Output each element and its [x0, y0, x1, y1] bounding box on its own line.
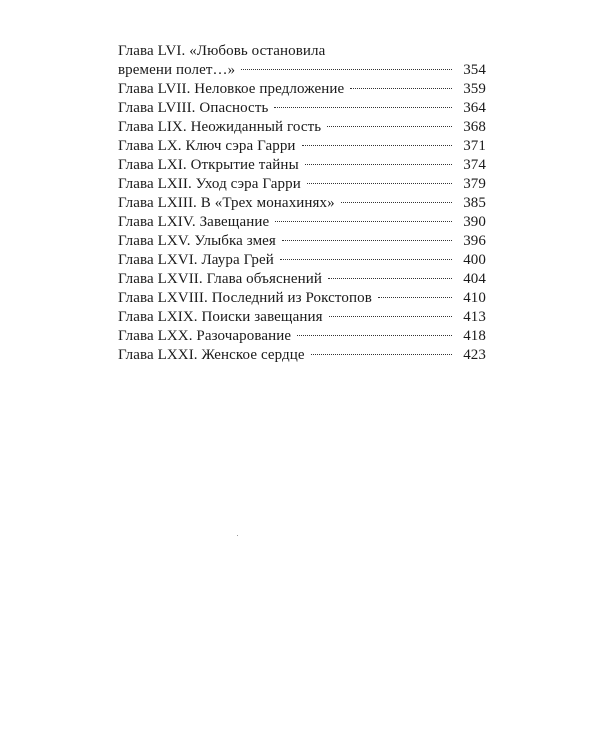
toc-entry [118, 156, 486, 175]
toc-entry [118, 289, 486, 308]
toc-entry-title: Глава LX. Ключ сэра Гарри [118, 138, 296, 154]
toc-entry [118, 99, 486, 118]
dot-leader [274, 107, 452, 108]
toc-page-number: 418 [463, 328, 486, 344]
toc-page-number: 364 [463, 100, 486, 116]
toc-entry [118, 327, 486, 346]
dot-leader [241, 69, 452, 70]
toc-entry [118, 118, 486, 137]
toc-entry-title: времени полет…» [118, 62, 236, 78]
toc-page-number: 379 [463, 176, 486, 192]
toc-entry-title: Глава LXII. Уход сэра Гарри [118, 176, 301, 192]
toc-entry-lvi-line1 [118, 42, 486, 61]
toc-page-number: 390 [463, 214, 486, 230]
toc-page-number: 413 [463, 309, 486, 325]
toc-page-number: 374 [463, 157, 486, 173]
toc-entry-title: Глава LXXI. Женское сердце [118, 347, 305, 363]
toc-entry-title: Глава LXVI. Лаура Грей [118, 252, 274, 268]
toc-entry-title: Глава LXI. Открытие тайны [118, 157, 299, 173]
toc-entry [118, 251, 486, 270]
dot-leader [280, 259, 452, 260]
toc-entry-title: Глава LVII. Неловкое предложение [118, 81, 345, 97]
dot-leader [350, 88, 452, 89]
dot-leader [378, 297, 452, 298]
paper-speck [237, 535, 238, 536]
toc-entry [118, 308, 486, 327]
toc-entry-title: Глава LXVIII. Последний из Рокстопов [118, 290, 372, 306]
toc-entry-title: Глава LXV. Улыбка змея [118, 233, 276, 249]
toc-page-number: 368 [463, 119, 486, 135]
toc-entry-title: Глава LIX. Неожиданный гость [118, 119, 322, 135]
toc-page-number: 359 [463, 81, 486, 97]
dot-leader [305, 164, 452, 165]
dot-leader [329, 316, 452, 317]
toc-entry [118, 137, 486, 156]
table-of-contents [118, 42, 486, 365]
toc-entry [118, 213, 486, 232]
dot-leader [297, 335, 452, 336]
toc-page-number: 410 [463, 290, 486, 306]
toc-page-number: 385 [463, 195, 486, 211]
toc-entry [118, 80, 486, 99]
toc-entry-title: Глава LXX. Разочарование [118, 328, 292, 344]
toc-entry-title: Глава LXVII. Глава объяснений [118, 271, 323, 287]
toc-entry [118, 194, 486, 213]
toc-entry [118, 346, 486, 365]
dot-leader [327, 126, 452, 127]
toc-page-number: 371 [463, 138, 486, 154]
dot-leader [302, 145, 452, 146]
toc-page-number: 400 [463, 252, 486, 268]
dot-leader [275, 221, 452, 222]
toc-page-number: 354 [463, 62, 486, 78]
toc-entry-title: Глава LVIII. Опасность [118, 100, 269, 116]
toc-page-number: 404 [463, 271, 486, 287]
toc-entry-title: Глава LXIII. В «Трех монахинях» [118, 195, 335, 211]
toc-page-number: 396 [463, 233, 486, 249]
toc-page-number: 423 [463, 347, 486, 363]
dot-leader [311, 354, 452, 355]
toc-entry-lvi-line2 [118, 61, 486, 80]
dot-leader [341, 202, 452, 203]
toc-entry-title: Глава LXIV. Завещание [118, 214, 270, 230]
toc-entry [118, 175, 486, 194]
toc-entry [118, 270, 486, 289]
toc-entry-title: Глава LVI. «Любовь остановила [118, 43, 326, 59]
dot-leader [307, 183, 452, 184]
toc-entry-title: Глава LXIX. Поиски завещания [118, 309, 323, 325]
toc-entry [118, 232, 486, 251]
dot-leader [282, 240, 452, 241]
dot-leader [328, 278, 452, 279]
